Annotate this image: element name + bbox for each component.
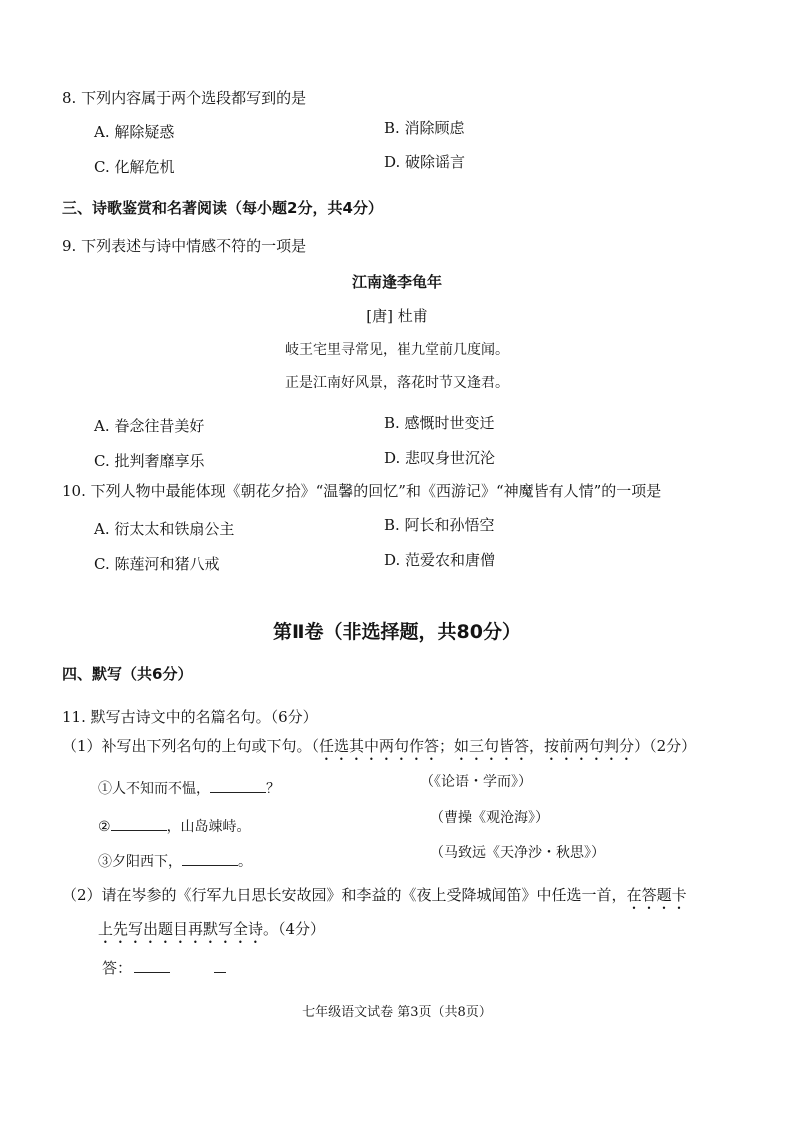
q8-option-b: B. 消除顾虑 <box>384 119 465 137</box>
answer-blank-1[interactable] <box>134 958 170 973</box>
q9-stem: 9. 下列表述与诗中情感不符的一项是 <box>62 237 307 255</box>
page-footer: 七年级语文试卷 第3页（共8页） <box>302 1005 492 1020</box>
q9-option-a: A. 眷念往昔美好 <box>94 417 205 435</box>
q11-sub2-text: （2）请在岑参的《行军九日思长安故园》和李益的《夜上受降城闻笛》中任选一首， <box>62 886 627 904</box>
q11-sub1-tail: ）（2分） <box>634 737 697 755</box>
q10-option-b: B. 阿长和孙悟空 <box>384 516 495 534</box>
q11-item-2 <box>98 816 251 837</box>
q10-stem: 10. 下列人物中最能体现《朝花夕拾》“温馨的回忆”和《西游记》“神魔皆有人情”的一项是 <box>62 482 662 500</box>
q11-item-1-blank[interactable] <box>210 778 266 793</box>
q11-item-3-blank[interactable] <box>182 851 238 866</box>
q11-sub1-emphasis: 任选其中两句作答；如三句皆答，按前两句判分 <box>319 737 635 755</box>
q9-option-d: D. 悲叹身世沉沦 <box>384 449 496 467</box>
answer-blank-2[interactable] <box>214 958 226 973</box>
section4-title: 四、默写（共6分） <box>62 665 193 683</box>
q11-item-1-source: （《论语・学而》） <box>420 774 532 790</box>
q11-sub2-line-1 <box>62 885 687 913</box>
poem-line-2: 正是江南好风景，落花时节又逢君。 <box>285 375 509 391</box>
q11-sub1-label: （1）补写出下列名句的上句或下句。（ <box>62 737 320 755</box>
q11-sub2-line-2 <box>98 919 325 947</box>
q11-item-2-post: ，山岛竦峙。 <box>166 819 251 835</box>
q8-option-d: D. 破除谣言 <box>384 153 466 171</box>
q11-item-2-source: （曹操《观沧海》） <box>430 810 549 826</box>
q11-sub2-emphasis-2: 上先写出题目再默写全诗 <box>98 920 264 938</box>
q10-option-a: A. 衍太太和铁扇公主 <box>94 520 235 538</box>
answer-line <box>102 958 226 978</box>
poem-line-1: 岐王宅里寻常见，崔九堂前几度闻。 <box>285 342 509 358</box>
q11-item-3-source: （马致远《天净沙・秋思》） <box>430 845 605 861</box>
q11-item-3 <box>98 851 252 872</box>
answer-label: 答： <box>102 959 133 977</box>
q11-sub2-tail: 。（4分） <box>263 920 326 938</box>
q9-option-b: B. 感慨时世变迁 <box>384 414 495 432</box>
poem-title: 江南逢李龟年 <box>351 273 442 291</box>
q11-item-1 <box>98 778 280 799</box>
q10-option-d: D. 范爱农和唐僧 <box>384 551 496 569</box>
q11-sub2-emphasis-1: 在答题卡 <box>626 886 687 904</box>
q11-item-2-blank[interactable] <box>111 816 167 831</box>
q11-stem: 11. 默写古诗文中的名篇名句。（6分） <box>62 708 318 726</box>
q11-item-3-pre: ③夕阳西下， <box>98 854 182 870</box>
q9-option-c: C. 批判奢靡享乐 <box>94 452 205 470</box>
q10-option-c: C. 陈莲河和猪八戒 <box>94 555 220 573</box>
poem-author: [唐] 杜甫 <box>366 307 428 325</box>
q8-option-a: A. 解除疑惑 <box>94 123 175 141</box>
q11-sub1-instruction <box>62 736 696 764</box>
q11-item-3-post: 。 <box>238 854 252 870</box>
q11-item-1-pre: ①人不知而不愠， <box>98 781 210 797</box>
q11-item-1-post: ？ <box>266 781 280 797</box>
q11-item-2-pre: ② <box>98 819 111 835</box>
section3-title: 三、诗歌鉴赏和名著阅读（每小题2分，共4分） <box>62 199 383 217</box>
q8-option-c: C. 化解危机 <box>94 158 175 176</box>
part2-title: 第Ⅱ卷（非选择题，共80分） <box>273 621 521 643</box>
q8-stem: 8. 下列内容属于两个选段都写到的是 <box>62 89 307 107</box>
